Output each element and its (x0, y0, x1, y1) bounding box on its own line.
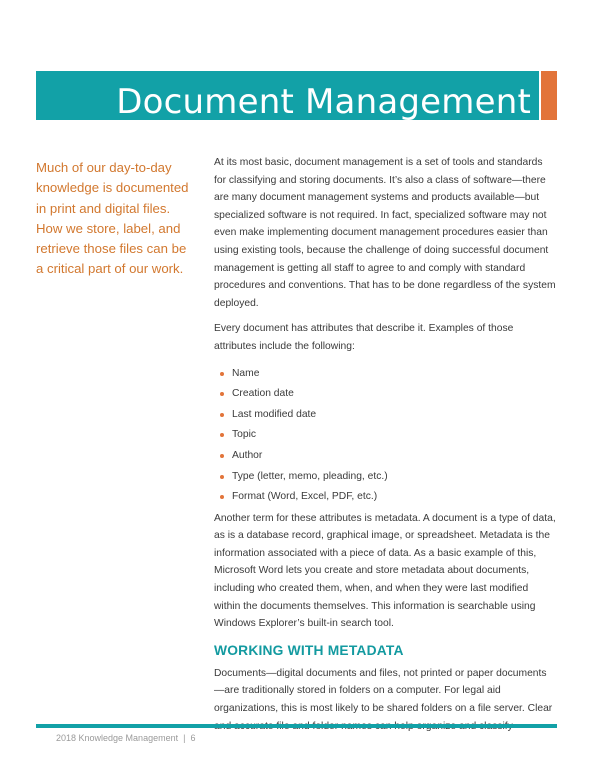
main-column (214, 154, 556, 743)
list-item: Creation date (232, 384, 556, 405)
footer-rule (36, 724, 557, 728)
footer-publication: 2018 Knowledge Management (56, 733, 179, 743)
page-number: 6 (190, 733, 196, 743)
pull-quote: Much of our day-to-day knowledge is documented in print and digital files. How we store, label, and retrieve those files can be a critical part of our work. (36, 160, 189, 277)
attributes-intro-paragraph: Every document has attributes that describe it. Examples of those attributes include the following: (214, 323, 514, 352)
metadata-section-paragraph: Documents—digital documents and files, not printed or paper documents—are traditionally stored in folders on a computer. For legal aid organizations, this is most likely to be shared folders on a file server. Clear (214, 667, 553, 715)
footer-separator: | (183, 733, 186, 743)
title-accent-block (541, 71, 557, 120)
list-item: Name (232, 364, 556, 385)
section-heading: WORKING WITH METADATA (214, 642, 404, 658)
list-item: Topic (232, 425, 556, 446)
list-item: Format (Word, Excel, PDF, etc.) (232, 487, 556, 508)
title-band (36, 71, 539, 120)
page-footer (56, 733, 195, 743)
intro-paragraph: At its most basic, document management is a set of tools and standards for classifying and storing documents. It’s also a class of software—there are many document management systems and products available—but specialized software is not required. In fact, specialized software may not even make implementing document management procedures easier than using existing tools, because the challenge of doing successful document management is getting all staff to agree to and comply with standard procedures and conventions. That has to be done regardless of the system deployed. (214, 157, 556, 309)
page-title: Document Management (116, 82, 531, 122)
metadata-paragraph: Another term for these attributes is metadata. A document is a type of data, as is a database record, graphical image, or spreadsheet. Metadata is the information associated with a piece of data. As a basic example of this, Microsoft Word lets you create and store metadata about documents, including who created them, when, and when they were last modified within the documents themselves. This information is searchable using Windows Explorer’s built-in search tool. (214, 512, 556, 630)
list-item: Author (232, 446, 556, 467)
list-item: Last modified date (232, 405, 556, 426)
list-item: Type (letter, memo, pleading, etc.) (232, 467, 556, 488)
attribute-list (214, 364, 556, 508)
